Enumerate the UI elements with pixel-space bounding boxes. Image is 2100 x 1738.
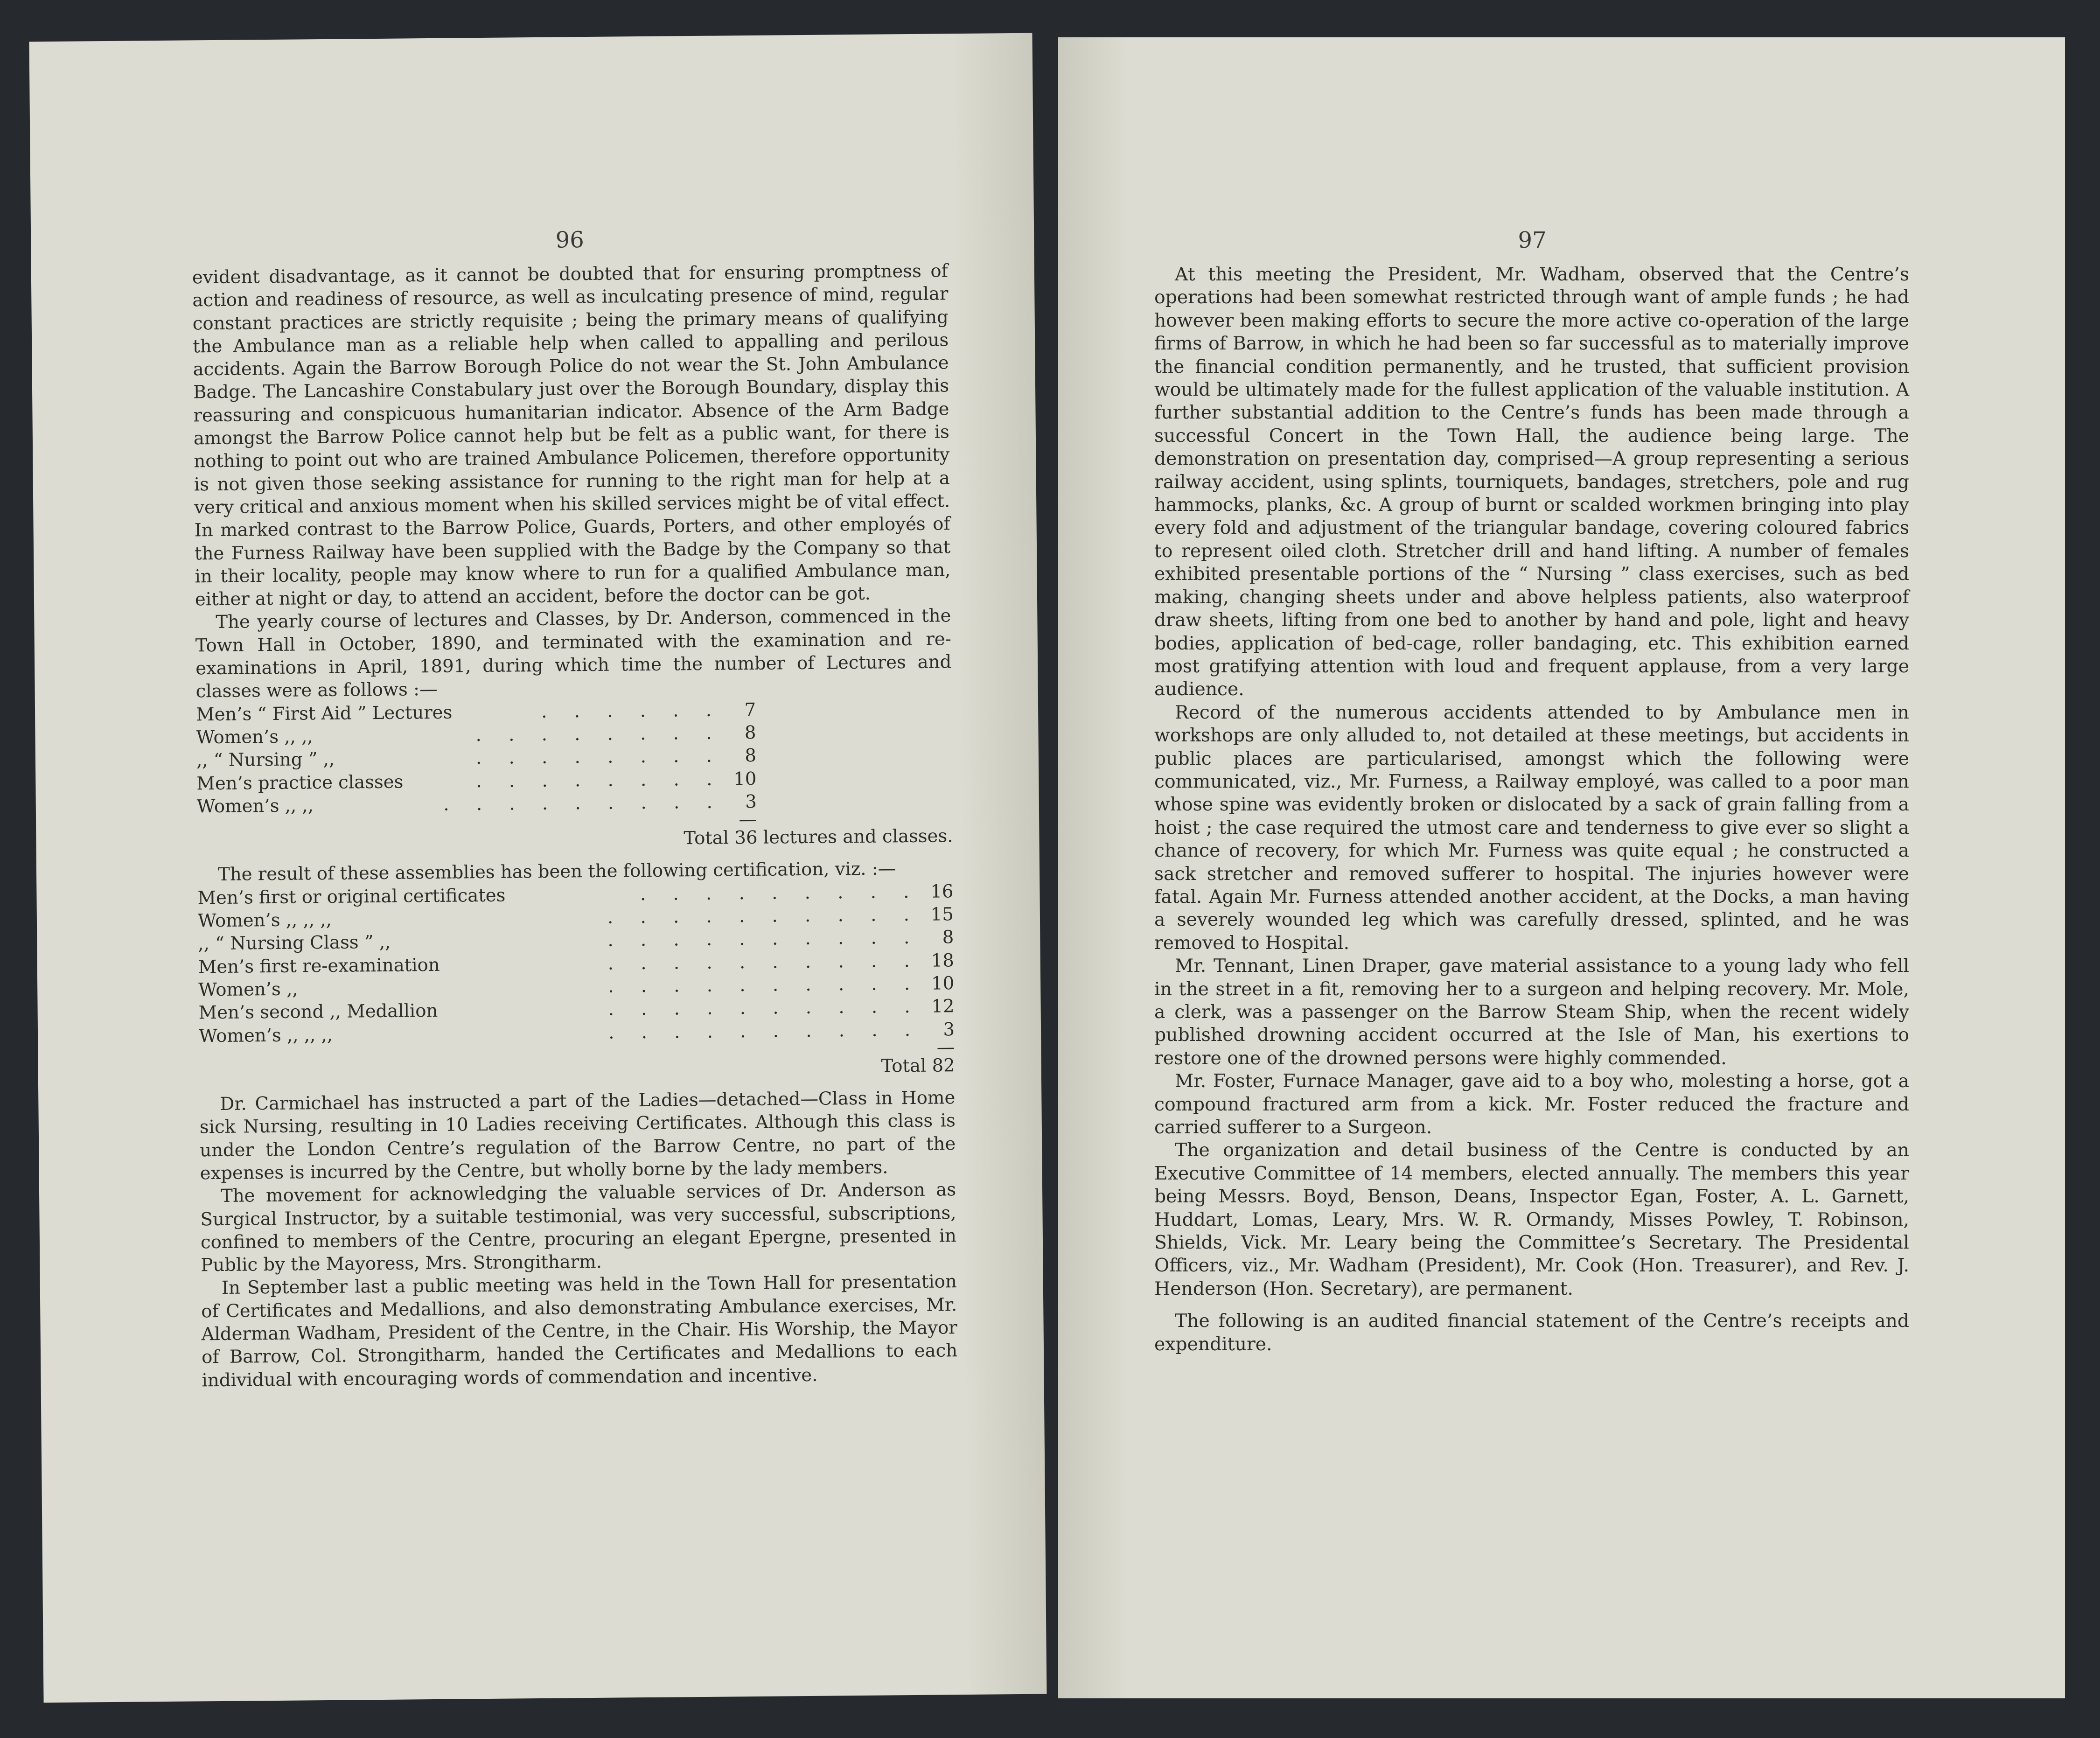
table-row: Women’s ,, ,, ,, . . . . . . . . . . 15 (198, 903, 954, 932)
paragraph: The following is an audited financial statement of the Centre’s receipts and expenditure. (1154, 1311, 1909, 1355)
row-value: 7 (744, 699, 756, 720)
table-row: Women’s ,, ,, . . . . . . . . 8 (196, 721, 756, 749)
table-row: ,, “ Nursing Class ” ,, . . . . . . . . . . 8 (198, 926, 954, 956)
table-row: Women’s ,, ,, . . . . . . . . . 3 (197, 790, 757, 818)
paragraph: evident disadvantage, as it cannot be doubted that for ensuring promptness of action and readiness of resource, as well as inculcating presence of mind, regular constant practices are strictly requisite ; being the primary means of qualifying the Ambulance man as a reliable help when called to appalling and perilous accidents. Again the Barrow Borough Police do not wear the St. John Ambulance Badge. The Lancashire Constabulary just over the Borough Boundary, display this reassuring and conspicuous humanitarian indicator. Absence of the Arm Badge amongst the Barrow Police cannot help but be felt as a public want, for there is nothing to point out who are trained Ambulance Policemen, therefore opportunity is not given those seeking assistance for running to the right man for help at a very critical and anxious moment when his skilled services might be of vital effect. In marked contrast to the Barrow Police, Guards, Porters, and other employés of the Furness Railway have been supplied with the Badge by the Company so that in their locality, people may know where to run for a qualified Ambulance man, either at night or day, to attend an accident, before the doctor can be got. (192, 260, 951, 610)
row-label: ,, “ Nursing ” ,, (196, 749, 335, 771)
paragraph: Mr. Foster, Furnace Manager, gave aid to a boy who, molesting a horse, got a compound fractured arm from a kick. Mr. Foster reduced the fracture and carried sufferer to a Surgeon. (1154, 1071, 1909, 1138)
row-value: 10 (733, 768, 757, 789)
row-value: 3 (943, 1019, 955, 1040)
row-label: Men’s “ First Aid ” Lectures (195, 702, 453, 726)
table-row: Men’s “ First Aid ” Lectures . . . . . . 7 (196, 698, 756, 726)
left-page (29, 33, 1047, 1703)
row-label: Women’s ,, ,, ,, (198, 1024, 333, 1047)
paragraph: At this meeting the President, Mr. Wadham, observed that the Centre’s operations had been somewhat restricted through want of ample funds ; he had however been making efforts to secure the more active co-operation of the large firms of Barrow, in which he had been so far successful as to materially improve the financial condition permanently, and he trusted, that sufficient provision would be ultimately made for the fullest application of the valuable institution. A further substantial addition to the Centre’s funds has been made through a successful Concert in the Town Hall, the audience being large. The demonstration on presentation day, comprised—A group representing a serious railway accident, using splints, tourniquets, bandages, stretchers, pole and rug hammocks, planks, &c. A group of burnt or scalded workmen bringing into play every fold and adjustment of the triangular bandage, covering coloured fabrics to represent oiled cloth. Stretcher drill and hand lifting. A number of females exhibited presentable portions of the “ Nursing ” class exercises, such as bed making, changing sheets under and above helpless patients, also waterproof draw sheets, lifting from one bed to another by hand and pole, light and heavy bodies, application of bed-cage, roller bandaging, etc. This exhibition earned most gratifying attention with loud and frequent applause, from a very large audience. (1154, 264, 1909, 700)
paragraph: The result of these assemblies has been the following certification, viz. :— (217, 858, 896, 886)
paragraph: In September last a public meeting was held in the Town Hall for presentation of Certificates and Medallions, and also demonstrating Ambulance exercises, Mr. Alderman Wadham, President of the Centre, in the Chair. His Worship, the Mayor of Barrow, Col. Strongitharm, handed the Certificates and Medallions to each individual with encouraging words of commendation and incentive. (201, 1271, 958, 1391)
sum-rule: — (936, 1037, 955, 1058)
page-number: 97 (1518, 227, 1547, 253)
paragraph: Mr. Tennant, Linen Draper, gave material assistance to a young lady who fell in the street in a fit, removing her to a surgeon and helping recovery. Mr. Mole, a clerk, was a passenger on the Barrow Steam Ship, when the recent widely published drowning accident occurred at the Isle of Man, his exertions to restore one of the drowned persons were highly commended. (1154, 956, 1909, 1069)
table-row: Men’s first re-examination . . . . . . . . . . 18 (198, 949, 954, 978)
row-label: Men’s first re-examination (198, 954, 440, 977)
row-label: Women’s ,, ,, (196, 795, 314, 817)
paragraph: Dr. Carmichael has instructed a part of the Ladies—detached—Class in Home sick Nursing, resulting in 10 Ladies receiving Certificates. Although this class is under the London Centre’s regulation of the Barrow Centre, no part of the expenses is incurred by the Centre, but wholly borne by the lady members. (199, 1087, 956, 1184)
table-row: Men’s first or original certificates . . . . . . . . . 16 (197, 880, 953, 909)
table-row: Women’s ,, . . . . . . . . . . 10 (198, 972, 954, 1001)
row-label: Men’s second ,, Medallion (198, 1000, 438, 1024)
certificates-table (197, 880, 955, 1083)
row-label: Women’s ,, ,, ,, (197, 909, 332, 932)
row-label: ,, “ Nursing Class ” ,, (198, 932, 391, 955)
row-value: 10 (931, 973, 955, 994)
row-value: 8 (942, 927, 954, 948)
paragraph: Record of the numerous accidents attended to by Ambulance men in workshops are only alluded to, not detailed at these meetings, but accidents in public places are particularised, amongst which the following were communicated, viz., Mr. Furness, a Railway employé, was called to a poor man whose spine was evidently broken or dislocated by a sack of grain falling from a hoist ; the case required the utmost care and tenderness to give ever so slight a chance of recovery, for which Mr. Furness was quite equal ; he constructed a sack stretcher and removed sufferer to hospital. The injuries however were fatal. Again Mr. Furness attended another accident, at the Docks, a man having a severely wounded leg which was carefully dressed, splinted, and he was removed to Hospital. (1154, 702, 1909, 954)
row-label: Men’s practice classes (196, 771, 404, 794)
row-label: Women’s ,, (198, 978, 298, 1001)
right-text-column (1154, 263, 1909, 1356)
row-value: 3 (745, 791, 757, 812)
table-row: Men’s practice classes . . . . . . . . 10 (196, 767, 756, 795)
sum-rule: — (739, 809, 757, 831)
page-number: 96 (555, 227, 585, 253)
table-row: ,, “ Nursing ” ,, . . . . . . . . 8 (196, 744, 756, 772)
paragraph: The organization and detail business of the Centre is conducted by an Executive Committee of 14 members, elected annually. The members this year being Messrs. Boyd, Benson, Deans, Inspector Egan, Foster, A. L. Garnett, Huddart, Lomas, Leary, Mrs. W. R. Ormandy, Misses Powley, T. Robinson, Shields, Vick. Mr. Leary being the Committee’s Secretary. The Presidental Officers, viz., Mr. Wadham (President), Mr. Cook (Hon. Treasurer), and Rev. J. Henderson (Hon. Secretary), are permanent. (1154, 1140, 1909, 1299)
row-value: 12 (931, 996, 955, 1017)
row-value: 16 (930, 880, 954, 902)
certificates-total: Total 82 (881, 1055, 955, 1077)
lectures-table (196, 697, 953, 831)
row-label: Men’s first or original certificates (197, 885, 506, 909)
right-page (1058, 37, 2065, 1698)
table-row: Women’s ,, ,, ,, . . . . . . . . . . 3 (199, 1018, 955, 1047)
paragraph: The movement for acknowledging the valuable services of Dr. Anderson as Surgical Instructor, by a suitable testimonial, was very successful, subscriptions, confined to members of the Centre, procuring an elegant Epergne, presented in Public by the Mayoress, Mrs. Strongitharm. (200, 1179, 957, 1276)
row-value: 18 (931, 949, 954, 971)
paragraph: The yearly course of lectures and Classes, by Dr. Anderson, commenced in the Town Hall in October, 1890, and terminated with the examination and re-examinations in April, 1891, during which time the number of Lectures and classes were as follows :— (195, 605, 952, 702)
left-text-column (192, 259, 958, 1392)
row-value: 15 (930, 904, 954, 925)
table-row: Men’s second ,, Medallion . . . . . . . . . . 12 (198, 995, 954, 1024)
row-label: Women’s ,, ,, (196, 726, 313, 748)
row-value: 8 (745, 745, 757, 767)
row-value: 8 (744, 722, 756, 744)
lectures-total: Total 36 lectures and classes. (684, 825, 953, 849)
